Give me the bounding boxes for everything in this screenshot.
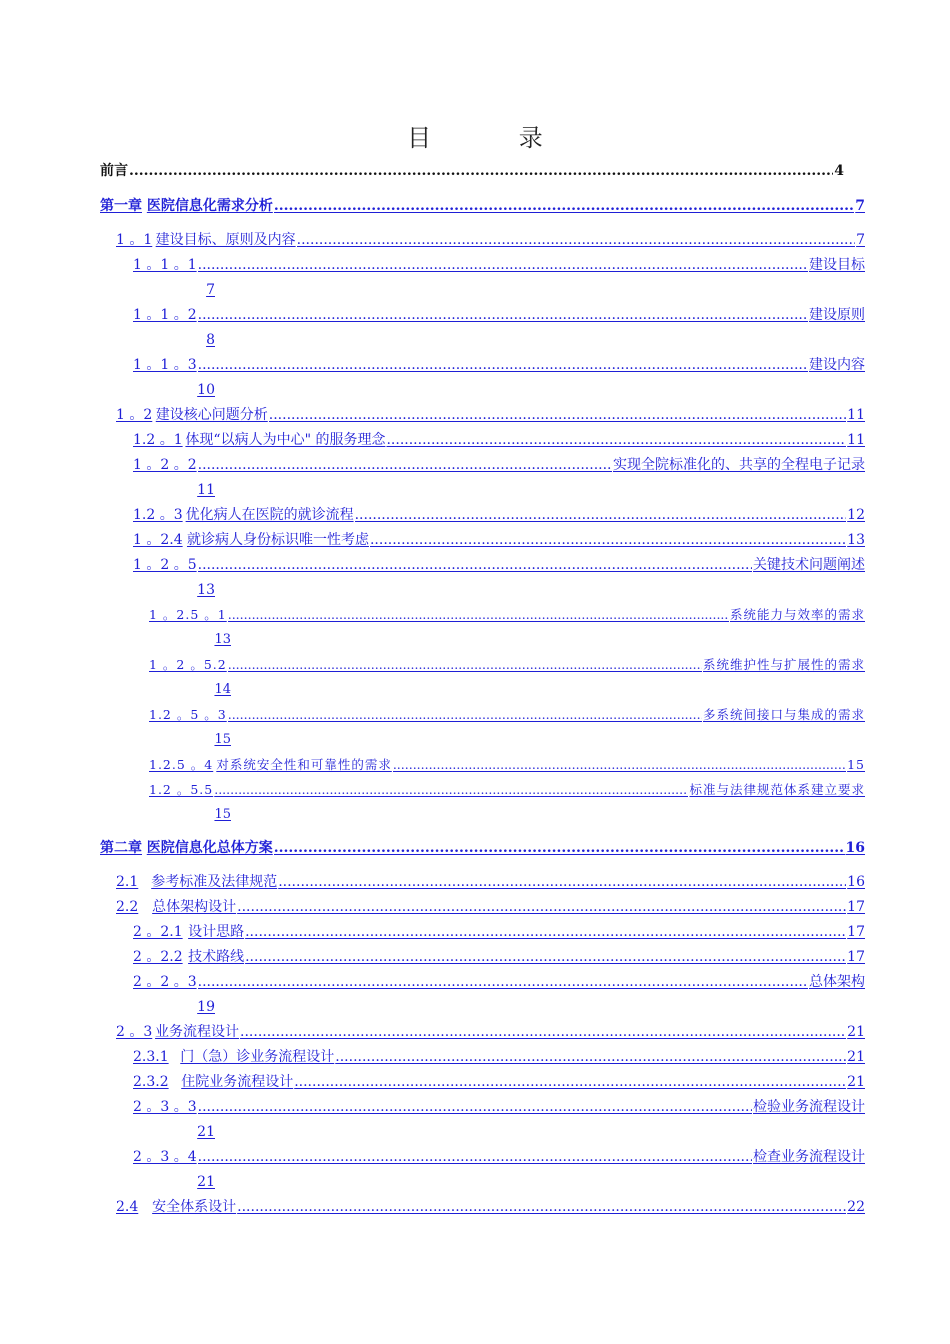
toc-entry-text: 住院业务流程设计 — [181, 1074, 294, 1090]
toc-entry-text: 优化病人在医院的就诊流程 — [185, 507, 354, 523]
toc-entry-text: 参考标准及法律规范 — [151, 874, 278, 890]
toc-entry-page[interactable]: 10 — [197, 382, 215, 398]
toc-entry-number: 2.3.2 — [133, 1074, 169, 1090]
toc-entry[interactable] — [116, 406, 865, 424]
toc-entry[interactable] — [133, 1098, 865, 1116]
toc-entry[interactable] — [149, 606, 865, 624]
toc-entry-page: 7 — [856, 232, 865, 248]
toc-entry-text: 建设目标 — [809, 257, 865, 273]
toc-entry-page[interactable]: 21 — [197, 1124, 215, 1140]
toc-entry-page: 16 — [845, 840, 865, 856]
toc-entry-chapter-2[interactable] — [100, 839, 865, 857]
toc-entry-text: 建设原则 — [809, 307, 865, 323]
toc-entry-number: 2 。2.2 — [133, 949, 183, 965]
toc-entry-page[interactable]: 13 — [197, 582, 215, 598]
toc-entry-page[interactable]: 13 — [214, 632, 231, 647]
toc-entry[interactable] — [133, 306, 865, 324]
toc-entry[interactable] — [116, 231, 865, 249]
toc-entry-number: 第二章 — [100, 840, 142, 856]
toc-entry-text: 门（急）诊业务流程设计 — [180, 1049, 335, 1065]
toc-entry-number: 2.2 — [116, 899, 139, 915]
toc-entry-page: 7 — [855, 198, 865, 214]
toc-entry-text: 医院信息化总体方案 — [146, 840, 273, 856]
toc-entry-number: 1 。1 — [116, 232, 153, 248]
toc-entry[interactable] — [116, 898, 865, 916]
toc-entry-page: 21 — [847, 1024, 865, 1040]
toc-entry[interactable] — [149, 706, 865, 724]
toc-entry[interactable] — [116, 873, 865, 891]
toc-entry-text: 就诊病人身份标识唯一性考虑 — [186, 532, 369, 548]
toc-entry[interactable] — [133, 973, 865, 991]
toc-entry-page: 4 — [834, 163, 844, 179]
toc-entry-page[interactable]: 7 — [206, 282, 215, 298]
toc-entry-page[interactable]: 21 — [197, 1174, 215, 1190]
toc-entry[interactable] — [133, 456, 865, 474]
toc-entry-page: 11 — [847, 432, 865, 448]
toc-entry-number: 1 。2.5 。1 — [149, 607, 227, 622]
toc-entry[interactable] — [149, 781, 865, 799]
toc-entry-text: 安全体系设计 — [152, 1199, 237, 1215]
toc-entry-preface[interactable] — [100, 162, 844, 180]
toc-entry-text: 总体架构设计 — [152, 899, 237, 915]
toc-entry[interactable] — [149, 756, 865, 774]
toc-entry-number: 第一章 — [100, 198, 142, 214]
toc-entry-number: 1 。2 。2 — [133, 457, 197, 473]
toc-entry-page[interactable]: 8 — [206, 332, 215, 348]
toc-entry-text: 系统维护性与扩展性的需求 — [702, 657, 865, 672]
toc-entry-number: 1.2.5 。4 — [149, 757, 214, 772]
toc-entry[interactable] — [133, 948, 865, 966]
toc-entry-number: 1.2 。5.5 — [149, 782, 214, 797]
toc-entry-page[interactable]: 15 — [214, 732, 231, 747]
toc-entry-text: 检查业务流程设计 — [753, 1149, 865, 1165]
toc-entry-page: 11 — [847, 407, 865, 423]
toc-entry-text: 技术路线 — [188, 949, 245, 965]
toc-entry-number: 2 。3 — [116, 1024, 153, 1040]
toc-entry-text: 体现“以病人为中心" 的服务理念 — [185, 432, 386, 448]
toc-entry-number: 1.2 。3 — [133, 507, 183, 523]
toc-entry-number: 2 。3 。4 — [133, 1149, 197, 1165]
toc-entry-text: 医院信息化需求分析 — [146, 198, 273, 214]
toc-entry-page: 16 — [847, 874, 865, 890]
toc-entry-text: 检验业务流程设计 — [753, 1099, 865, 1115]
toc-entry[interactable] — [133, 1073, 865, 1091]
toc-entry-number: 2 。3 。3 — [133, 1099, 197, 1115]
page-title: 目 录 — [407, 124, 583, 152]
toc-entry-page[interactable]: 14 — [214, 682, 231, 697]
toc-entry-number: 2.3.1 — [133, 1049, 169, 1065]
toc-entry-text: 建设核心问题分析 — [155, 407, 268, 423]
toc-entry[interactable] — [133, 431, 865, 449]
toc-entry-page: 15 — [847, 757, 865, 772]
toc-entry-page: 17 — [847, 899, 865, 915]
toc-entry-page: 13 — [847, 532, 865, 548]
toc-entry-text: 总体架构 — [809, 974, 865, 990]
toc-entry[interactable] — [133, 531, 865, 549]
toc-entry-number: 2 。2 。3 — [133, 974, 197, 990]
toc-entry-number: 1 。2 。5 — [133, 557, 197, 573]
toc-entry-page[interactable]: 19 — [197, 999, 215, 1015]
toc-entry-number: 1.2 。5 。3 — [149, 707, 227, 722]
toc-entry-page: 17 — [847, 924, 865, 940]
toc-entry-page: 17 — [847, 949, 865, 965]
toc-entry-number: 1.2 。1 — [133, 432, 183, 448]
toc-entry-page[interactable]: 15 — [214, 807, 231, 822]
toc-entry-chapter-1[interactable] — [100, 197, 865, 215]
toc-entry[interactable] — [133, 1148, 865, 1166]
toc-entry-page: 21 — [847, 1049, 865, 1065]
toc-entry-number: 2.1 — [116, 874, 139, 890]
toc-entry[interactable] — [133, 256, 865, 274]
toc-entry[interactable] — [116, 1023, 865, 1041]
toc-entry[interactable] — [133, 1048, 865, 1066]
toc-entry-text: 业务流程设计 — [155, 1024, 240, 1040]
toc-entry-page: 22 — [847, 1199, 865, 1215]
toc-entry-text: 关键技术问题阐述 — [753, 557, 865, 573]
toc-entry-number: 1 。2.4 — [133, 532, 183, 548]
toc-entry[interactable] — [133, 923, 865, 941]
toc-entry-text: 前言 — [100, 163, 128, 179]
toc-entry[interactable] — [116, 1198, 865, 1216]
toc-entry-text: 实现全院标准化的、共享的全程电子记录 — [613, 457, 865, 473]
toc-entry[interactable] — [133, 556, 865, 574]
toc-entry-page: 21 — [847, 1074, 865, 1090]
toc-entry-number: 2 。2.1 — [133, 924, 183, 940]
toc-entry-text: 系统能力与效率的需求 — [729, 607, 865, 622]
toc-entry-page: 12 — [847, 507, 865, 523]
toc-entry-text: 多系统间接口与集成的需求 — [702, 707, 865, 722]
toc-entry-number: 1 。1 。3 — [133, 357, 197, 373]
toc-entry-page[interactable]: 11 — [197, 482, 215, 498]
toc-entry-number: 1 。1 。1 — [133, 257, 197, 273]
toc-entry-number: 2.4 — [116, 1199, 139, 1215]
toc-entry[interactable] — [133, 506, 865, 524]
toc-entry[interactable] — [133, 356, 865, 374]
toc-entry-number: 1 。2 。5.2 — [149, 657, 227, 672]
toc-entry-text: 建设内容 — [809, 357, 865, 373]
toc-entry-text: 对系统安全性和可靠性的需求 — [216, 757, 392, 772]
toc-entry-text: 设计思路 — [188, 924, 245, 940]
toc-entry[interactable] — [149, 656, 865, 674]
toc-entry-text: 建设目标、原则及内容 — [155, 232, 296, 248]
toc-entry-number: 1 。2 — [116, 407, 153, 423]
toc-entry-text: 标准与法律规范体系建立要求 — [689, 782, 865, 797]
toc-entry-number: 1 。1 。2 — [133, 307, 197, 323]
